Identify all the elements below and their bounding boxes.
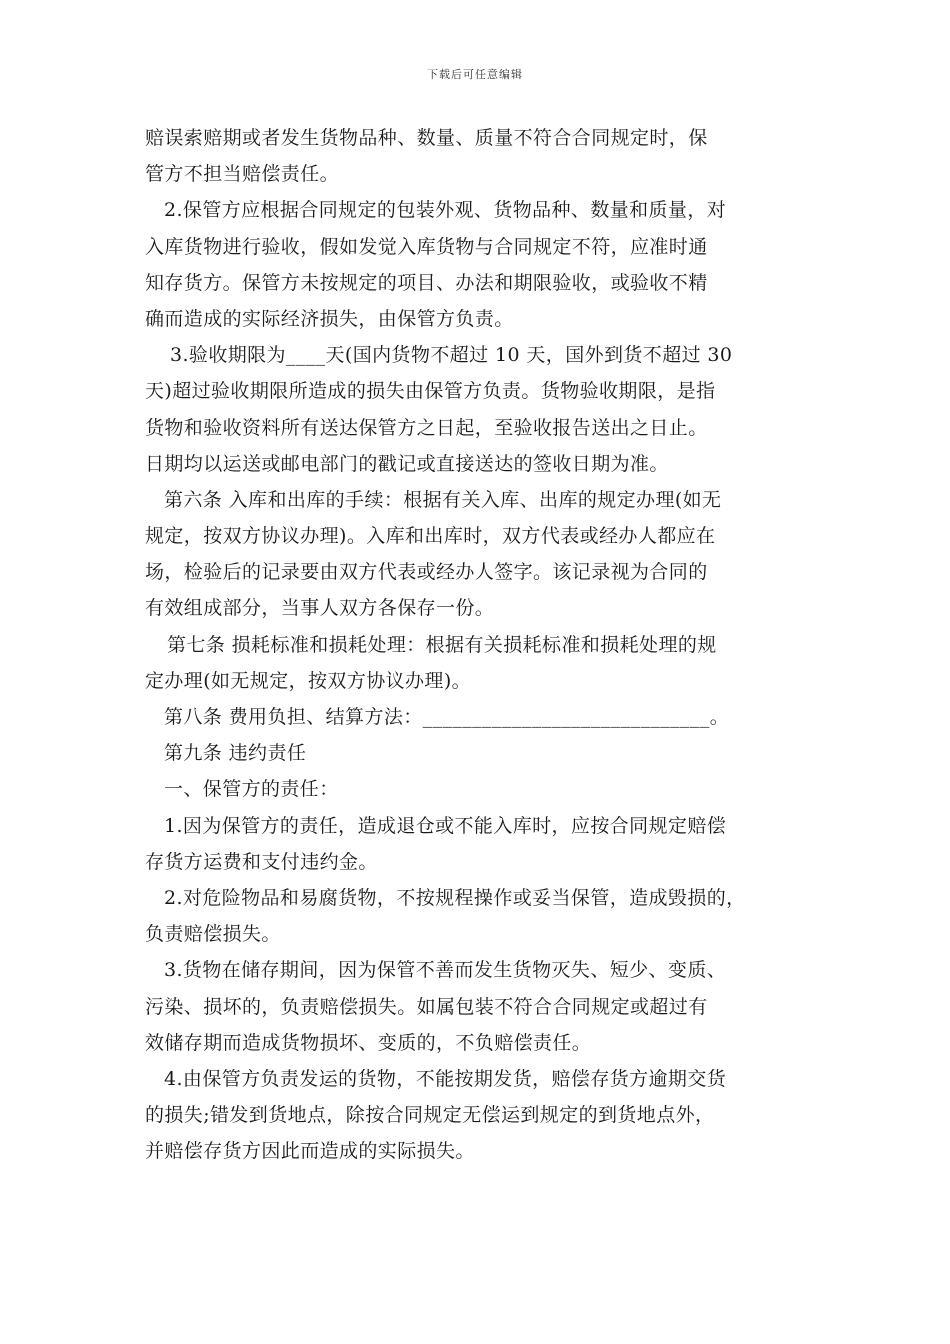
text-line: 第六条 入库和出库的手续：根据有关入库、出库的规定办理(如无 [164,488,722,511]
text-line: 3.验收期限为____天(国内货物不超过 10 天，国外到货不超过 30 [170,344,733,367]
text-line: 天)超过验收期限所造成的损失由保管方负责。货物验收期限，是指 [145,380,716,403]
text-line: 定办理(如无规定，按双方协议办理)。 [145,669,472,692]
text-line: 污染、损坏的，负责赔偿损失。如属包装不符合合同规定或超过有 [145,995,708,1018]
text-line: 负责赔偿损失。 [145,923,281,946]
text-line: 入库货物进行验收，假如发觉入库货物与合同规定不符，应准时通 [145,235,708,258]
text-line: 第八条 费用负担、结算方法：_____________________________。 [164,706,730,728]
text-line: 赔误索赔期或者发生货物品种、数量、质量不符合合同规定时，保 [145,127,708,149]
page-header: 下载后可任意编辑 [427,68,523,81]
text-line: 一、保管方的责任： [164,778,339,801]
text-line: 存货方运费和支付违约金。 [145,850,378,873]
text-line: 有效组成部分，当事人双方各保存一份。 [145,597,495,620]
text-line: 第七条 损耗标准和损耗处理：根据有关损耗标准和损耗处理的规 [167,633,717,656]
text-line: 知存货方。保管方未按规定的项目、办法和期限验收，或验收不精 [145,271,708,294]
text-line: 第九条 违约责任 [164,742,307,765]
text-line: 2.对危险物品和易腐货物，不按规程操作或妥当保管，造成毁损的， [164,886,746,909]
text-line: 确而造成的实际经济损失，由保管方负责。 [145,307,514,330]
text-line: 的损失;错发到货地点，除按合同规定无偿运到规定的到货地点外， [145,1104,715,1127]
text-line: 管方不担当赔偿责任。 [145,163,340,186]
text-line: 日期均以运送或邮电部门的戳记或直接送达的签收日期为准。 [145,452,669,475]
text-line: 4.由保管方负责发运的货物，不能按期发货，赔偿存货方逾期交货 [164,1067,727,1090]
text-line: 并赔偿存货方因此而造成的实际损失。 [145,1140,475,1163]
text-line: 场，检验后的记录要由双方代表或经办人签字。该记录视为合同的 [145,561,708,584]
text-line: 货物和验收资料所有送达保管方之日起，至验收报告送出之日止。 [145,416,708,439]
text-line: 2.保管方应根据合同规定的包装外观、货物品种、数量和质量，对 [164,199,727,222]
text-line: 1.因为保管方的责任，造成退仓或不能入库时，应按合同规定赔偿 [164,814,727,837]
text-line: 规定，按双方协议办理)。入库和出库时，双方代表或经办人都应在 [145,525,716,548]
text-line: 效储存期而造成货物损坏、变质的，不负赔偿责任。 [145,1031,592,1054]
text-line: 3.货物在储存期间，因为保管不善而发生货物灭失、短少、变质、 [164,959,727,982]
document-body [145,120,810,1169]
